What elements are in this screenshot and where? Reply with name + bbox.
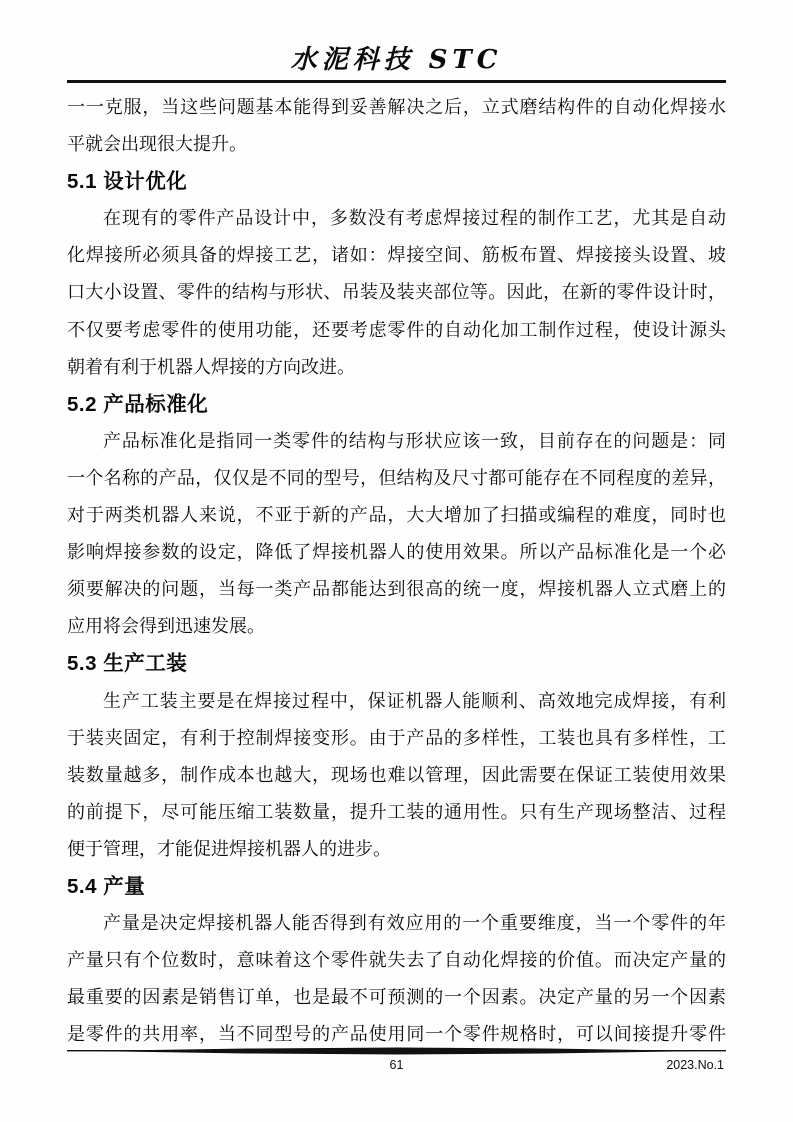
body-line: 须要解决的问题，当每一类产品都能达到很高的统一度，焊接机器人立式磨上的 <box>67 579 726 600</box>
footer-rule <box>67 1047 726 1055</box>
article-body <box>67 89 726 1053</box>
body-line: 产量只有个位数时，意味着这个零件就失去了自动化焊接的价值。而决定产量的 <box>67 950 726 971</box>
body-line: 口大小设置、零件的结构与形状、吊装及装夹部位等。因此，在新的零件设计时， <box>67 282 726 303</box>
body-line: 平就会出现很大提升。 <box>67 134 247 155</box>
journal-title: 水泥科技 STC <box>290 45 503 75</box>
body-line: 的前提下，尽可能压缩工装数量，提升工装的通用性。只有生产现场整洁、过程 <box>67 801 726 822</box>
section-heading-5-2: 5.2 产品标准化 <box>67 392 209 416</box>
body-line: 是零件的共用率，当不同型号的产品使用同一个零件规格时，可以间接提升零件 <box>67 1024 726 1045</box>
section-heading-5-4: 5.4 产量 <box>67 874 146 898</box>
body-line: 朝着有利于机器人焊接的方向改进。 <box>67 356 355 377</box>
body-line: 产量是决定焊接机器人能否得到有效应用的一个重要维度，当一个零件的年 <box>103 913 726 934</box>
body-line: 不仅要考虑零件的使用功能，还要考虑零件的自动化加工制作过程，使设计源头 <box>67 319 726 340</box>
header-rule <box>67 80 726 83</box>
body-line: 产品标准化是指同一类零件的结构与形状应该一致，目前存在的问题是：同 <box>103 430 726 451</box>
body-line: 便于管理，才能促进焊接机器人的进步。 <box>67 838 391 859</box>
body-line: 应用将会得到迅速发展。 <box>67 616 265 637</box>
body-line: 一一克服，当这些问题基本能得到妥善解决之后，立式磨结构件的自动化焊接水 <box>67 97 726 117</box>
section-heading-5-3: 5.3 生产工装 <box>67 652 188 676</box>
body-line: 化焊接所必须具备的焊接工艺，诸如：焊接空间、筋板布置、焊接接头设置、坡 <box>67 245 726 266</box>
issue-label: 2023.No.1 <box>666 1058 724 1072</box>
body-line: 最重要的因素是销售订单，也是最不可预测的一个因素。决定产量的另一个因素 <box>67 987 726 1008</box>
section-heading-5-1: 5.1 设计优化 <box>67 170 188 194</box>
body-line: 影响焊接参数的设定，降低了焊接机器人的使用效果。所以产品标准化是一个必 <box>67 542 726 563</box>
body-line: 对于两类机器人来说，不亚于新的产品，大大增加了扫描或编程的难度，同时也 <box>67 505 726 526</box>
body-line: 于装夹固定，有利于控制焊接变形。由于产品的多样性，工装也具有多样性，工 <box>67 727 726 748</box>
body-line: 装数量越多，制作成本也越大，现场也难以管理，因此需要在保证工装使用效果 <box>67 764 726 785</box>
body-line: 生产工装主要是在焊接过程中，保证机器人能顺利、高效地完成焊接，有利 <box>103 690 726 711</box>
body-line: 一个名称的产品，仅仅是不同的型号，但结构及尺寸都可能存在不同程度的差异， <box>67 467 726 488</box>
page-footer <box>67 1047 726 1074</box>
footer-meta <box>67 1056 726 1074</box>
body-line: 在现有的零件产品设计中，多数没有考虑焊接过程的制作工艺，尤其是自动 <box>103 208 726 229</box>
page-number: 61 <box>389 1058 404 1072</box>
